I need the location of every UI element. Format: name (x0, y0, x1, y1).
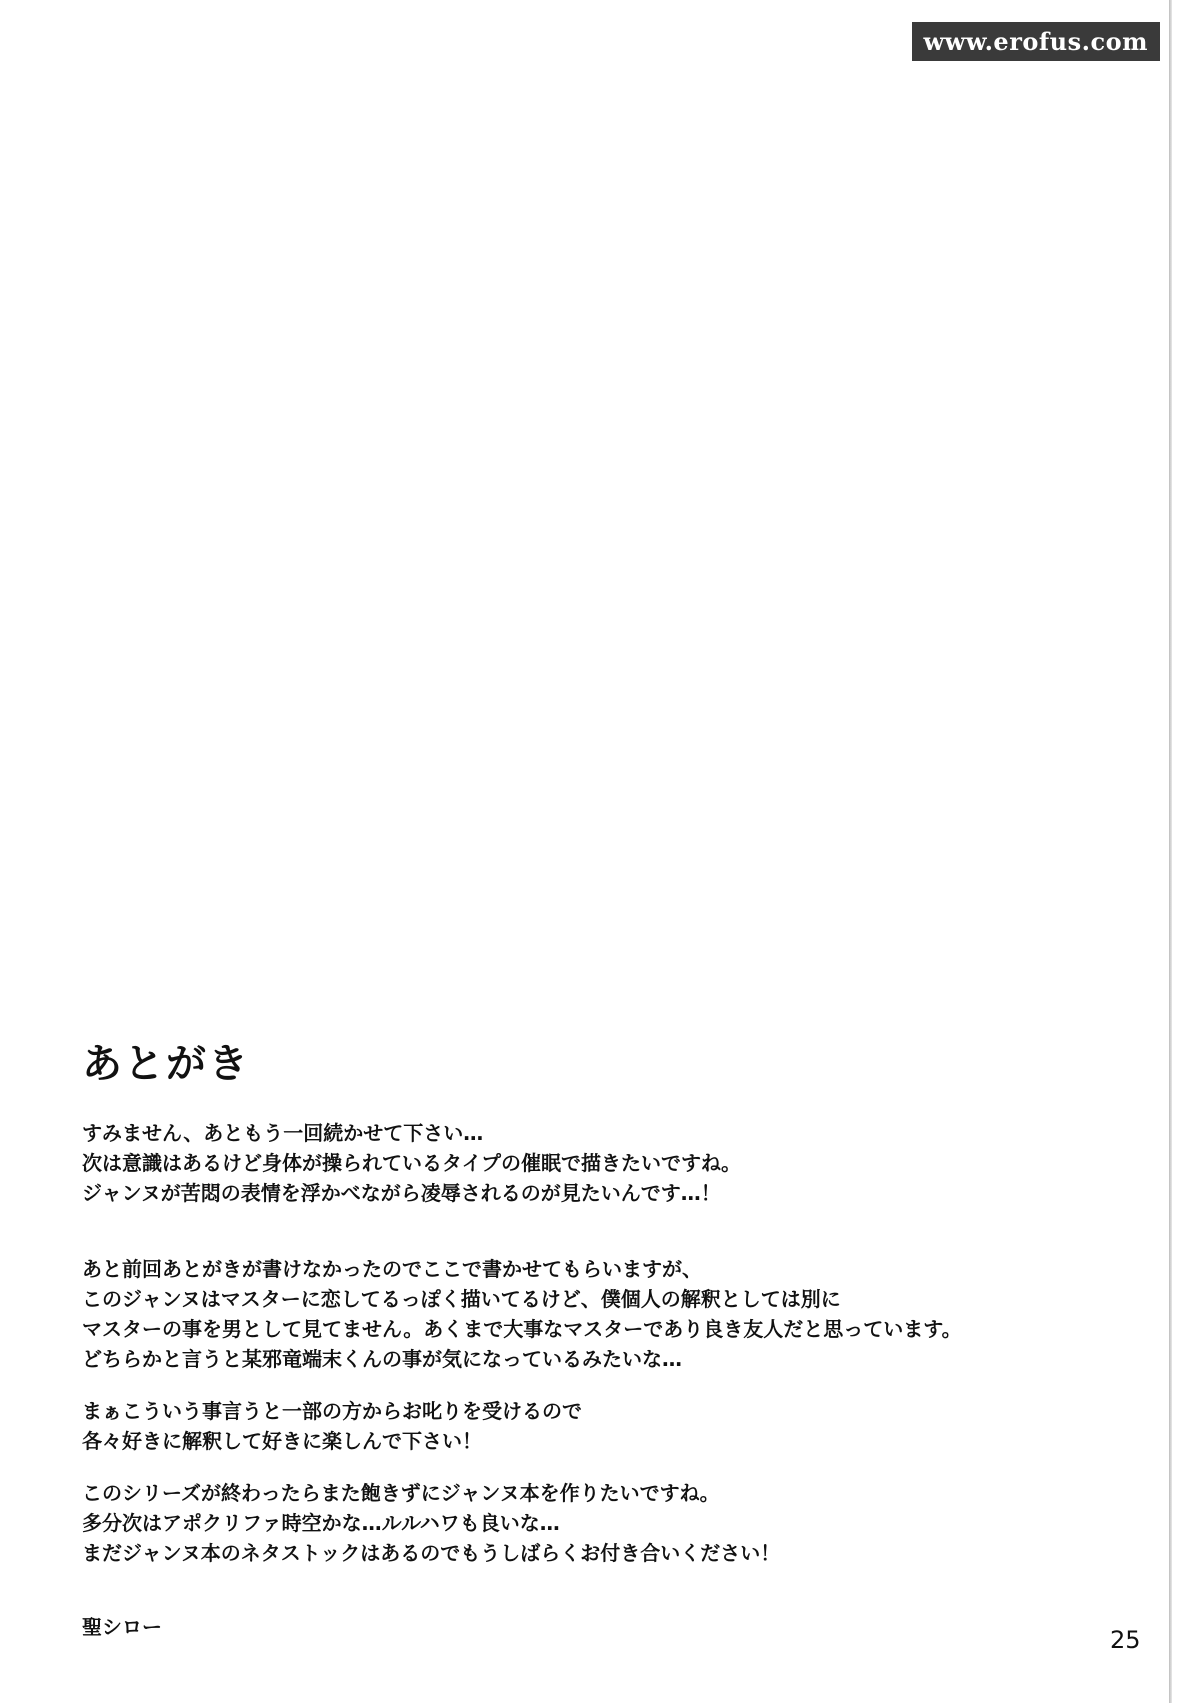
text-line: ジャンヌが苦悶の表情を浮かべながら凌辱されるのが見たいんです…！ (82, 1181, 721, 1205)
paragraph-2 (82, 1254, 1172, 1374)
text-line: どちらかと言うと某邪竜端末くんの事が気になっているみたいな… (82, 1347, 682, 1371)
afterword-body (82, 1118, 1172, 1642)
text-line: このジャンヌはマスターに恋してるっぽく描いてるけど、僕個人の解釈としては別に (82, 1287, 841, 1311)
text-line: すみません、あともう一回続かせて下さい… (82, 1121, 484, 1145)
text-line: このシリーズが終わったらまた飽きずにジャンヌ本を作りたいですね。 (82, 1481, 720, 1505)
page-number: 25 (1110, 1626, 1141, 1654)
watermark: www.erofus.com (912, 22, 1161, 61)
text-line: 次は意識はあるけど身体が操られているタイプの催眠で描きたいですね。 (82, 1151, 741, 1175)
text-line: マスターの事を男として見てません。あくまで大事なマスターであり良き友人だと思っています。 (82, 1317, 962, 1341)
text-line: 各々好きに解釈して好きに楽しんで下さい！ (82, 1429, 482, 1453)
afterword-heading: あとがき (82, 1041, 250, 1087)
paragraph-1 (82, 1118, 1172, 1208)
text-line: あと前回あとがきが書けなかったのでここで書かせてもらいますが、 (82, 1257, 702, 1281)
text-line: 多分次はアポクリファ時空かな…ルルハワも良いな… (82, 1511, 560, 1535)
text-line: まだジャンヌ本のネタストックはあるのでもうしばらくお付き合いください！ (82, 1541, 781, 1565)
author-signature: 聖シロー (82, 1615, 162, 1639)
paragraph-4 (82, 1478, 1172, 1568)
text-line: まぁこういう事言うと一部の方からお叱りを受けるので (82, 1399, 582, 1423)
paragraph-3 (82, 1396, 1172, 1456)
